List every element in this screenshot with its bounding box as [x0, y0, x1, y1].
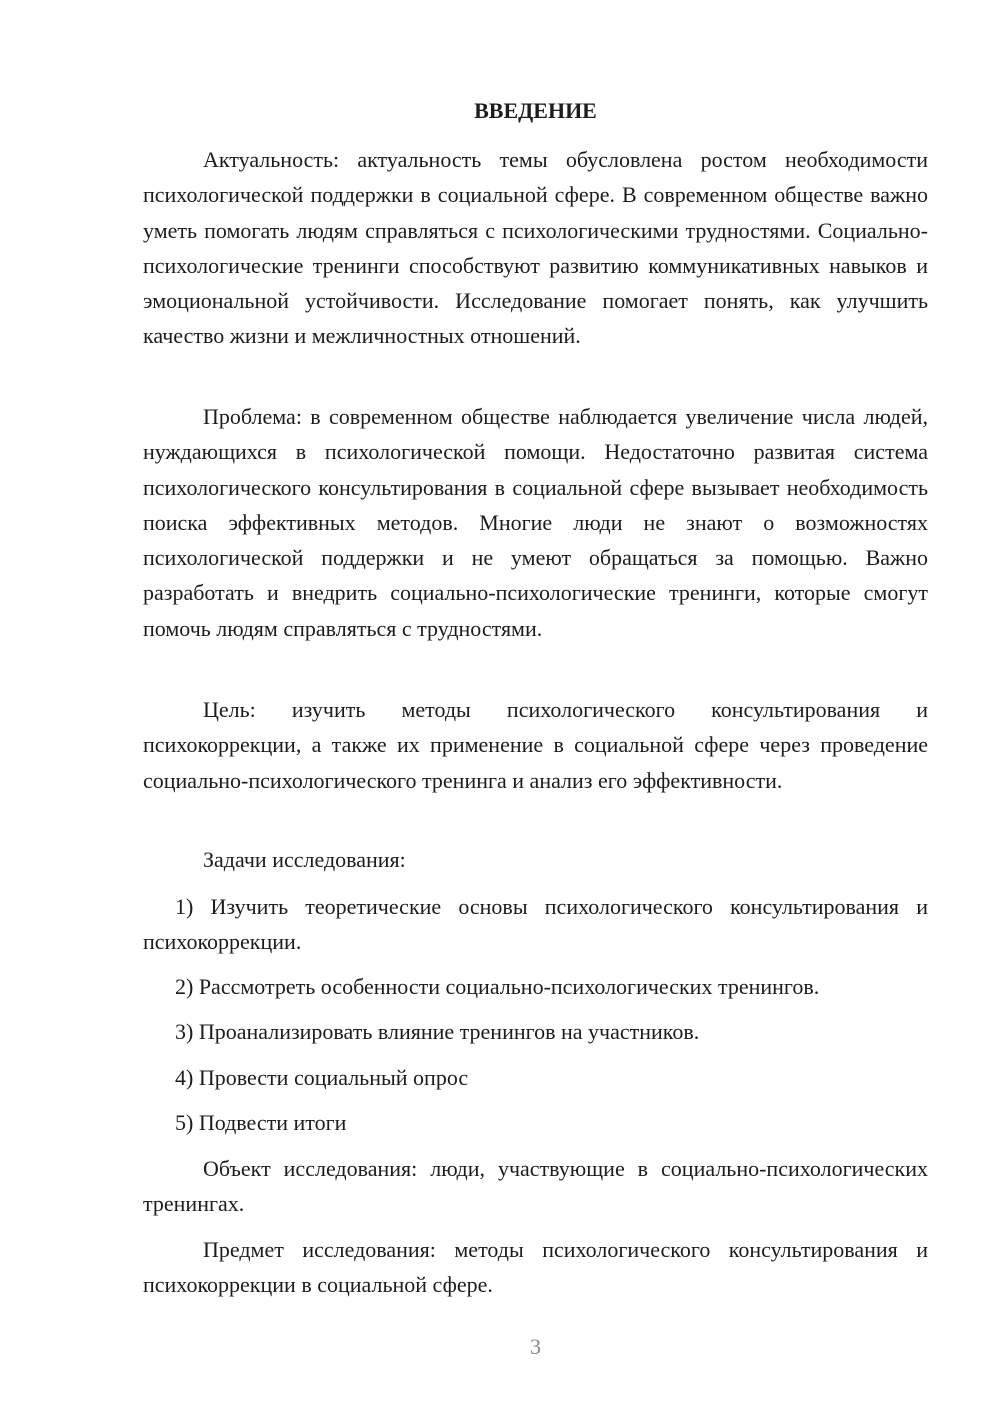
task-item-5: 5) Подвести итоги — [175, 1110, 347, 1135]
paragraph-relevance: Актуальность: актуальность темы обусловлена ростом необходимости психологической поддержки в социальной сфере. В современном обществе важно уметь помогать людям справляться с психологическими трудностями. Социально-психологические тренинги способствуют развитию коммуникативных навыков и эмоциональной устойчивости. Исследование помогает понять, как улучшить качество жизни и межличностных отношений. — [143, 147, 928, 349]
task-item-2: 2) Рассмотреть особенности социально-психологических тренингов. — [175, 974, 820, 999]
tasks-heading: Задачи исследования: — [203, 847, 406, 872]
page-title: ВВЕДЕНИЕ — [474, 98, 597, 123]
task-item-3: 3) Проанализировать влияние тренингов на участников. — [175, 1019, 700, 1044]
paragraph-object: Объект исследования: люди, участвующие в социально-психологических тренингах. — [143, 1156, 928, 1217]
paragraph-subject: Предмет исследования: методы психологического консультирования и психокоррекции в социальной сфере. — [143, 1237, 928, 1298]
page-number: 3 — [530, 1334, 541, 1359]
task-item-1: 1) Изучить теоретические основы психологического консультирования и психокоррекции. — [143, 894, 928, 955]
paragraph-problem: Проблема: в современном обществе наблюдается увеличение числа людей, нуждающихся в психологической помощи. Недостаточно развитая система психологического консультирования в социальной сфере вызывает необходимость поиска эффективных методов. Многие люди не знают о возможностях психологической поддержки и не умеют обращаться за помощью. Важно разработать и внедрить социально-психологические тренинги, которые смогут помочь людям справляться с трудностями. — [143, 404, 928, 641]
paragraph-goal: Цель: изучить методы психологического консультирования и психокоррекции, а также их применение в социальной сфере через проведение социально-психологического тренинга и анализ его эффективности. — [143, 697, 928, 793]
task-item-4: 4) Провести социальный опрос — [175, 1065, 469, 1090]
